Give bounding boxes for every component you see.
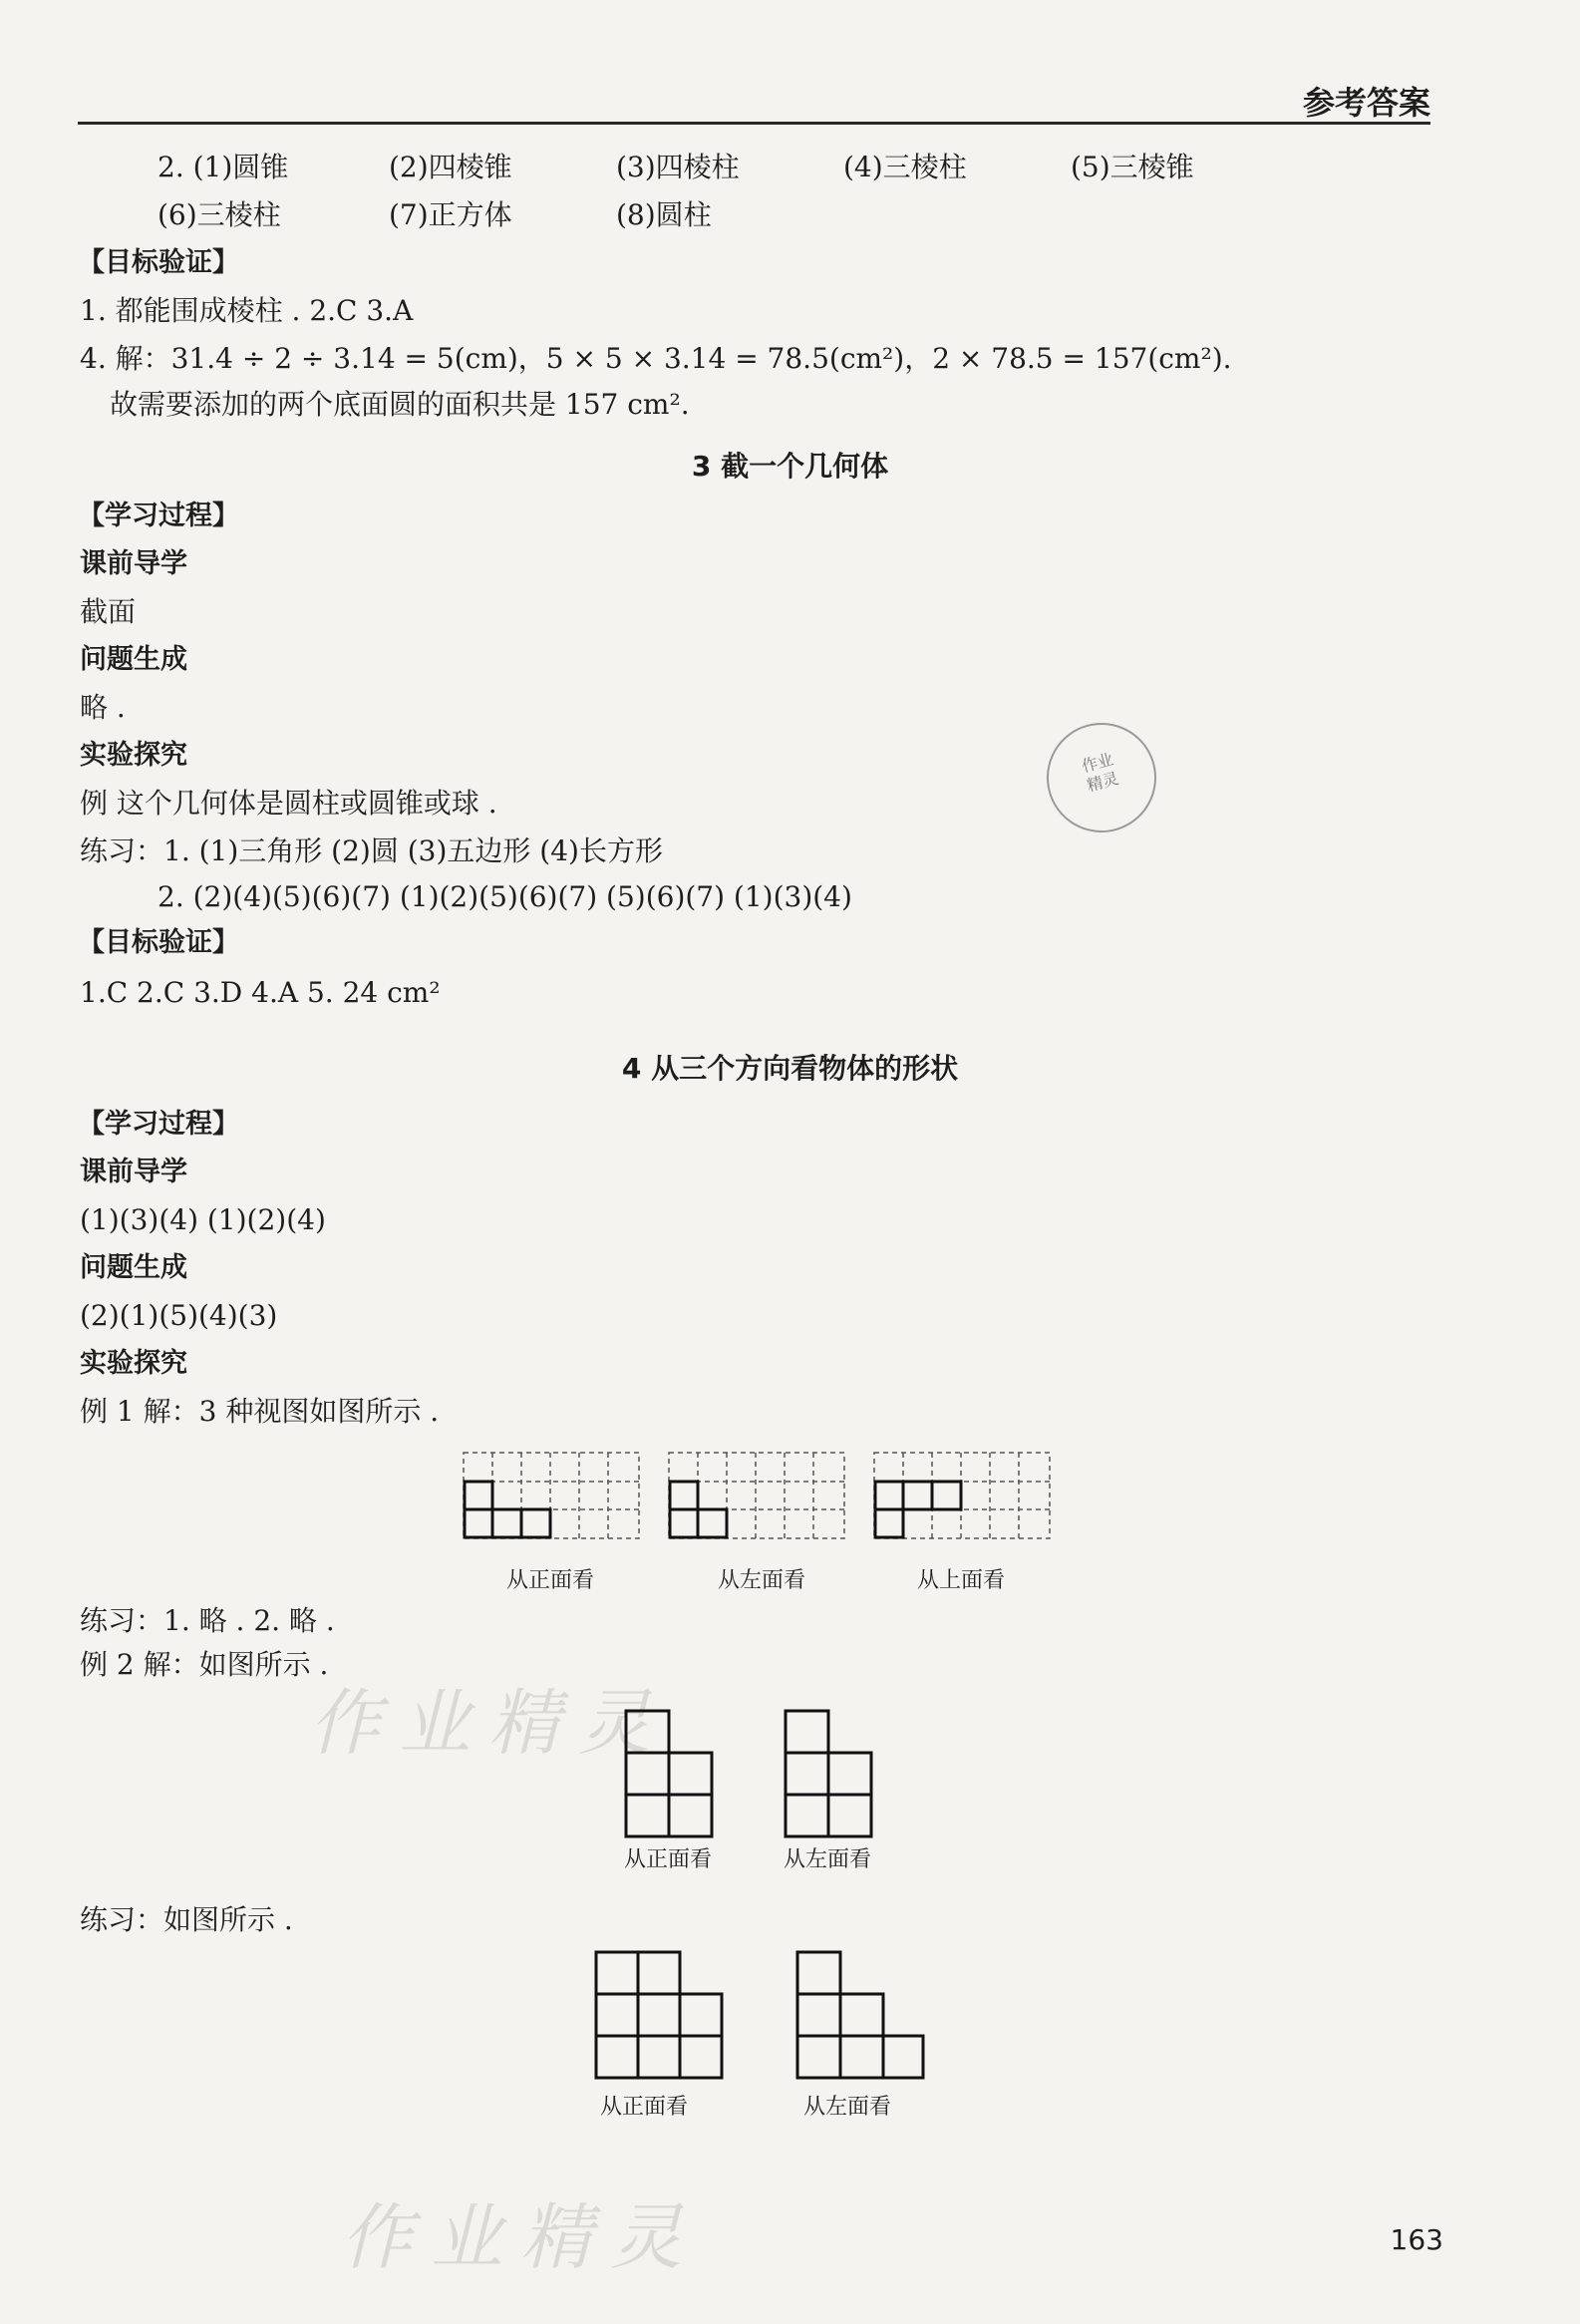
stamp-logo (1035, 711, 1169, 845)
answer-row-2 (158, 195, 712, 235)
view-grid-front (463, 1452, 642, 1541)
figure-caption: 从上面看 (917, 1568, 1006, 1593)
target-label: 【目标验证】 (78, 247, 239, 278)
section-heading: 4 从三个方向看物体的形状 (621, 1052, 959, 1085)
target-answer-2: 4. 解：31.4 ÷ 2 ÷ 3.14 = 5(cm)，5 × 5 × 3.14 = 78.5(cm²)，2 × 78.5 = 157(cm²). (80, 342, 1232, 375)
process-label: 【学习过程】 (78, 1109, 239, 1140)
answer-item: (6)三棱柱 (158, 198, 281, 231)
section-heading: 3 截一个几何体 (691, 450, 889, 483)
answer-item: (4)三棱柱 (843, 151, 967, 183)
target-answer-1: 1. 都能围成棱柱 . 2.C 3.A (80, 294, 414, 327)
answer-item: 2. (1)圆锥 (158, 151, 289, 183)
example-2: 例 2 解：如图所示 . (80, 1648, 329, 1681)
question-label: 问题生成 (80, 1252, 187, 1283)
question-answer: 略 . (80, 691, 126, 724)
explore-label: 实验探究 (80, 740, 187, 771)
view-left (784, 1709, 873, 1838)
figure-caption: 从左面看 (803, 2095, 892, 2120)
view-left (795, 1950, 925, 2080)
target-answer-3: 故需要添加的两个底面圆的面积共是 157 cm². (110, 388, 690, 421)
header-rule (78, 122, 1430, 125)
figure-caption: 从正面看 (600, 2095, 689, 2120)
example-answer: 例 这个几何体是圆柱或圆锥或球 . (80, 787, 497, 820)
answer-item: (5)三棱锥 (1071, 151, 1194, 183)
answer-item: (2)四棱锥 (389, 151, 512, 183)
view-grid-top (873, 1452, 1053, 1541)
pre-study-answer: 截面 (80, 595, 137, 628)
view-grid-left (668, 1452, 847, 1541)
watermark-logo: 作业精灵 (341, 2195, 701, 2279)
pre-study-label: 课前导学 (80, 1157, 187, 1187)
practice-answer: 练习：1. 略 . 2. 略 . (80, 1604, 335, 1637)
view-front (594, 1950, 724, 2080)
figure-caption: 从正面看 (624, 1847, 713, 1872)
answer-item: (3)四棱柱 (616, 151, 740, 183)
practice-answer-2: 2. (2)(4)(5)(6)(7) (1)(2)(5)(6)(7) (5)(6)(7) (1)(3)(4) (158, 880, 852, 913)
answer-item: (7)正方体 (389, 198, 512, 231)
target-answer: 1.C 2.C 3.D 4.A 5. 24 cm² (80, 976, 441, 1009)
header-title: 参考答案 (1302, 84, 1430, 122)
watermark-logo: 作业精灵 (309, 1681, 669, 1765)
stamp-line: 作业 (1080, 749, 1115, 777)
pre-study-label: 课前导学 (80, 548, 187, 579)
figure-caption: 从左面看 (784, 1847, 872, 1872)
practice-answer-1: 练习：1. (1)三角形 (2)圆 (3)五边形 (4)长方形 (80, 834, 663, 867)
stamp-line: 精灵 (1085, 769, 1121, 796)
question-label: 问题生成 (80, 644, 187, 675)
page-number: 163 (1390, 2223, 1443, 2256)
view-front (624, 1709, 714, 1838)
process-label: 【学习过程】 (78, 500, 239, 531)
question-answer: (2)(1)(5)(4)(3) (80, 1299, 278, 1332)
answer-item: (8)圆柱 (616, 198, 712, 231)
explore-label: 实验探究 (80, 1348, 187, 1379)
practice-answer: 练习：如图所示 . (80, 1903, 293, 1936)
figure-caption: 从正面看 (506, 1568, 595, 1593)
figure-caption: 从左面看 (718, 1568, 806, 1593)
answer-row-1 (158, 148, 1194, 187)
pre-study-answer: (1)(3)(4) (1)(2)(4) (80, 1203, 326, 1236)
example-1: 例 1 解：3 种视图如图所示 . (80, 1395, 440, 1428)
target-label: 【目标验证】 (78, 927, 239, 958)
